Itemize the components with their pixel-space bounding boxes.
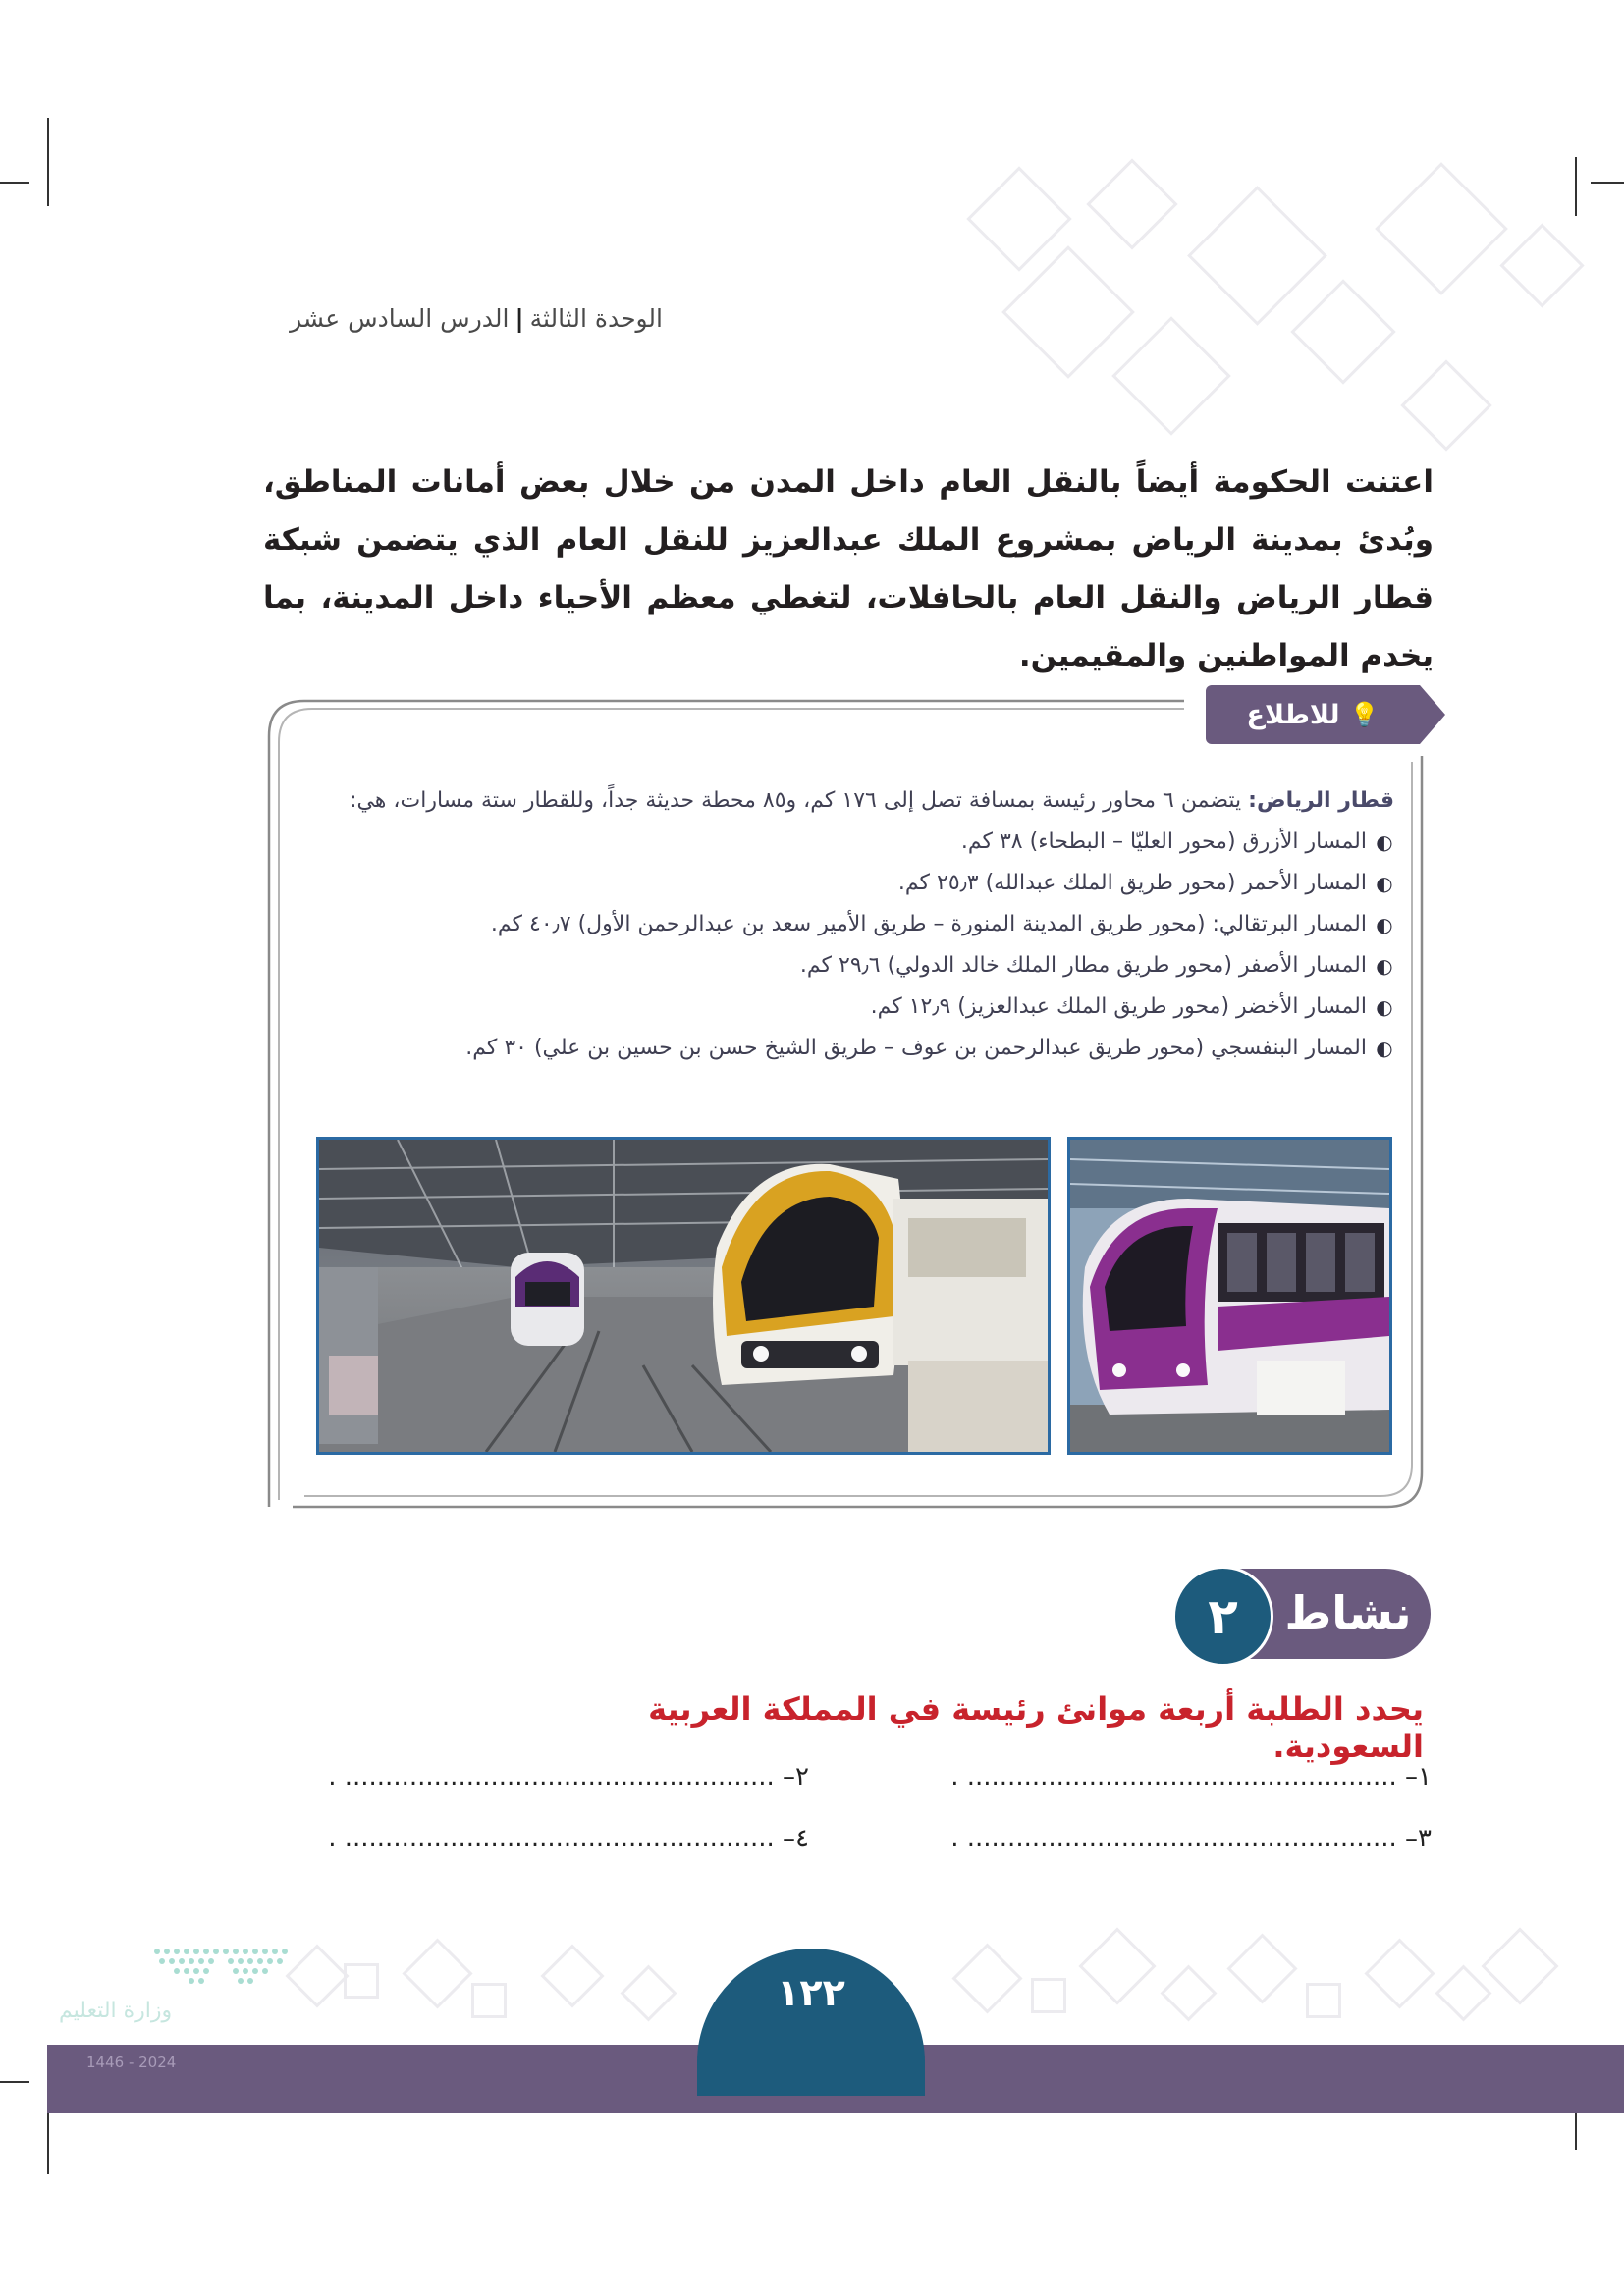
activity-label: نشاط xyxy=(1284,1586,1412,1639)
route-text: المسار البرتقالي: (محور طريق المدينة المنورة – طريق الأمير سعد بن عبدالرحمن الأول) ٤٠٫٧ كم. xyxy=(490,912,1367,936)
route-item xyxy=(312,822,1394,863)
unit-label: الوحدة الثالثة xyxy=(529,304,663,333)
crop-mark xyxy=(1591,182,1624,184)
info-box-title xyxy=(1206,685,1420,744)
info-box-lead xyxy=(312,780,1394,822)
page-number: ١٢٢ xyxy=(777,1971,845,2014)
crop-mark xyxy=(0,2081,29,2083)
lightbulb-book-icon: 💡 xyxy=(1349,701,1380,728)
half-circle-bullet-icon: ◐ xyxy=(1376,995,1393,1019)
route-text: المسار البنفسجي (محور طريق عبدالرحمن بن عوف – طريق الشيخ حسن بن حسين بن علي) ٣٠ كم. xyxy=(465,1036,1367,1060)
info-box-content xyxy=(312,780,1394,1069)
route-item xyxy=(312,987,1394,1028)
route-item xyxy=(312,1028,1394,1069)
answer-line-1[interactable]: ١– ..................................................... . xyxy=(950,1762,1432,1791)
crop-mark xyxy=(47,118,49,206)
half-circle-bullet-icon: ◐ xyxy=(1376,954,1393,978)
activity-number: ٢ xyxy=(1172,1566,1273,1667)
ministry-name: وزارة التعليم xyxy=(59,1999,173,2023)
ministry-logo-icon xyxy=(147,1942,295,1991)
route-text: المسار الأزرق (محور العليّا – البطحاء) ٣٨ كم. xyxy=(960,829,1367,854)
crop-mark xyxy=(1575,157,1577,216)
route-item xyxy=(312,863,1394,904)
answer-line-3[interactable]: ٣– ..................................................... . xyxy=(950,1824,1432,1853)
route-text: المسار الأخضر (محور طريق الملك عبدالعزيز) ١٢٫٩ كم. xyxy=(870,994,1367,1019)
route-item xyxy=(312,904,1394,945)
info-box-title-text: للاطلاع xyxy=(1246,699,1340,730)
info-box-title-arrow xyxy=(1420,685,1445,744)
half-circle-bullet-icon: ◐ xyxy=(1376,913,1393,936)
route-text: المسار الأصفر (محور طريق مطار الملك خالد الدولي) ٢٩٫٦ كم. xyxy=(799,953,1367,978)
half-circle-bullet-icon: ◐ xyxy=(1376,1037,1393,1060)
purple-train-photo xyxy=(1067,1137,1392,1455)
edition-year: 2024 - 1446 xyxy=(86,2054,177,2071)
intro-paragraph: اعتنت الحكومة أيضاً بالنقل العام داخل المدن من خلال بعض أمانات المناطق، وبُدئ بمدينة الرياض بمشروع الملك عبدالعزيز للنقل العام الذي يتضمن شبكة قطار الرياض والنقل العام بالحافلات، لتغطي معظم الأحياء داخل المدينة، بما يخدم المواطنين والمقيمين. xyxy=(263,464,1434,673)
answer-line-4[interactable]: ٤– ..................................................... . xyxy=(328,1824,809,1853)
answer-line-2[interactable]: ٢– ..................................................... . xyxy=(328,1762,809,1791)
lesson-label: الدرس السادس عشر xyxy=(290,304,510,333)
half-circle-bullet-icon: ◐ xyxy=(1376,872,1393,895)
train-depot-photo xyxy=(316,1137,1051,1455)
crop-mark xyxy=(0,182,29,184)
route-text: المسار الأحمر (محور طريق الملك عبدالله) ٢٥٫٣ كم. xyxy=(897,871,1367,895)
route-item xyxy=(312,945,1394,987)
activity-task: يحدد الطلبة أربعة موانئ رئيسة في المملكة العربية السعودية. xyxy=(648,1690,1424,1765)
lesson-header: الوحدة الثالثة|الدرس السادس عشر xyxy=(290,304,663,333)
lead-term: قطار الرياض: xyxy=(1248,788,1394,813)
half-circle-bullet-icon: ◐ xyxy=(1376,830,1393,854)
lead-text: يتضمن ٦ محاور رئيسة بمسافة تصل إلى ١٧٦ كم، و٨٥ محطة حديثة جداً، وللقطار ستة مسارات، هي: xyxy=(350,788,1242,813)
